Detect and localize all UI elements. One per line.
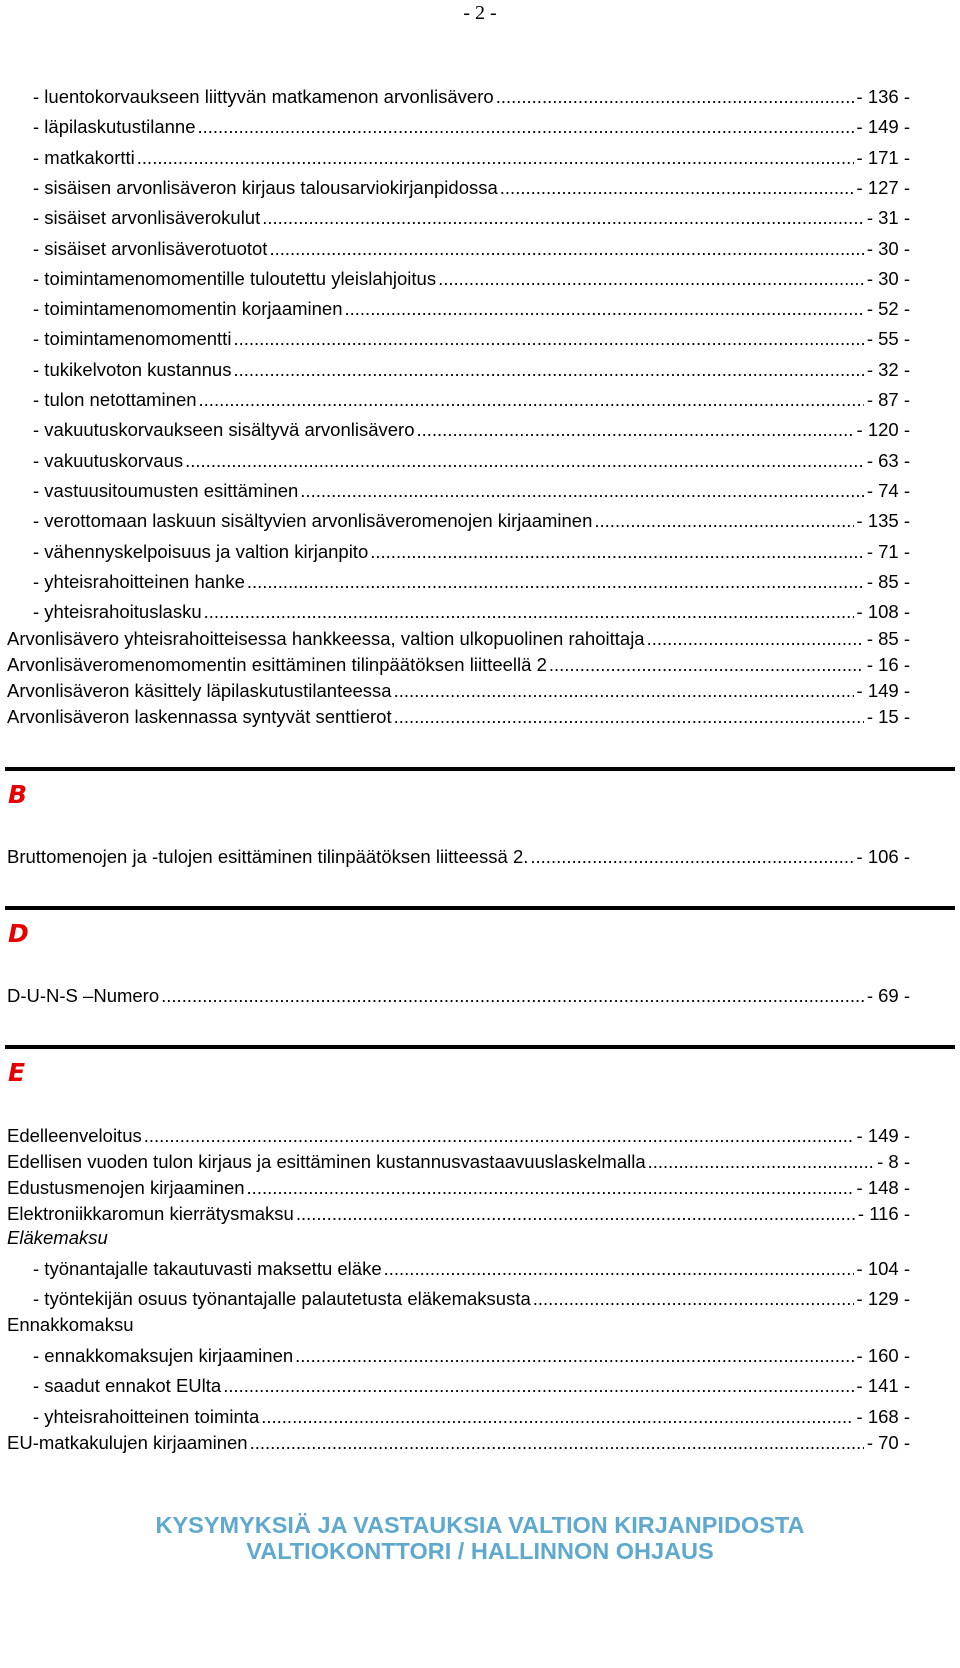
index-entry-text: - tulon netottaminen	[33, 389, 197, 410]
dot-leader	[370, 540, 864, 564]
index-entry-page: - 135 -	[856, 510, 910, 532]
index-entry-page: - 30 -	[866, 237, 910, 259]
index-entry	[33, 237, 910, 261]
index-entry-text: - sisäiset arvonlisäverotuotot	[33, 237, 268, 259]
index-entry-page: - 106 -	[856, 846, 910, 867]
dot-leader	[261, 1405, 853, 1429]
index-entry	[33, 1287, 910, 1311]
index-entry-text: Edustusmenojen kirjaaminen	[7, 1177, 245, 1198]
index-entry	[7, 1202, 910, 1226]
index-heading	[7, 1313, 917, 1337]
dot-leader	[185, 449, 864, 473]
index-entry-page: - 69 -	[866, 985, 910, 1006]
index-entry	[33, 388, 910, 412]
index-entry-page: - 71 -	[866, 540, 910, 562]
index-entry-text: - vakuutuskorvaukseen sisältyvä arvonlisävero	[33, 419, 415, 441]
dot-leader	[647, 627, 864, 651]
index-entry	[33, 115, 910, 139]
index-entry-text: - luentokorvaukseen liittyvän matkamenon arvonlisävero	[33, 86, 494, 107]
index-entry	[33, 297, 910, 321]
index-entry-text: Arvonlisävero yhteisrahoitteisessa hankkeessa, valtion ulkopuolinen rahoittaja	[7, 628, 645, 649]
index-entry-text: - ennakkomaksujen kirjaaminen	[33, 1345, 294, 1366]
dot-leader	[394, 679, 854, 703]
index-heading	[7, 1226, 917, 1250]
index-entry-text: Arvonlisäveromenomomentin esittäminen tilinpäätöksen liitteellä 2	[7, 654, 547, 675]
dot-leader	[161, 984, 864, 1008]
index-entry-text: - työnantajalle takautuvasti maksettu eläke	[33, 1258, 382, 1279]
index-entry	[7, 679, 910, 703]
index-entry-page: - 149 -	[856, 116, 910, 138]
index-entry	[7, 1431, 910, 1455]
index-entry	[7, 1150, 910, 1174]
index-entry-page: - 149 -	[856, 680, 910, 701]
index-entry-page: - 30 -	[866, 267, 910, 289]
section-divider-e	[5, 1045, 955, 1049]
index-heading-text: Ennakkomaksu	[7, 1314, 134, 1335]
dot-leader	[247, 1176, 854, 1200]
dot-leader	[269, 237, 863, 261]
index-entry	[33, 85, 910, 109]
dot-leader	[199, 388, 864, 412]
index-entry-page: - 108 -	[856, 601, 910, 623]
index-entry-page: - 63 -	[866, 449, 910, 471]
index-entry-text: Bruttomenojen ja -tulojen esittäminen tilinpäätöksen liitteessä 2.	[7, 846, 529, 867]
index-entry	[33, 449, 910, 473]
dot-leader	[197, 115, 853, 139]
index-entry-text: - yhteisrahoitteinen toiminta	[33, 1405, 260, 1427]
index-entry-page: - 15 -	[866, 706, 910, 727]
index-entry	[33, 1374, 910, 1398]
index-entry-text: Edellisen vuoden tulon kirjaus ja esittäminen kustannusvastaavuuslaskelmalla	[7, 1151, 646, 1172]
index-entry	[33, 1257, 910, 1281]
index-entry-text: - sisäisen arvonlisäveron kirjaus talousarviokirjanpidossa	[33, 176, 498, 198]
index-entry-text: Elektroniikkaromun kierrätysmaksu	[7, 1203, 294, 1224]
index-entry-page: - 52 -	[866, 298, 910, 320]
index-entry-text: - tukikelvoton kustannus	[33, 358, 232, 380]
dot-leader	[438, 267, 864, 291]
index-entry	[7, 984, 910, 1008]
index-entry	[33, 479, 910, 503]
index-entry-page: - 85 -	[866, 570, 910, 592]
index-entry	[33, 540, 910, 564]
index-entry	[33, 267, 910, 291]
index-entry-page: - 74 -	[866, 479, 910, 501]
index-entry-page: - 149 -	[856, 1125, 910, 1146]
index-entry	[7, 705, 910, 729]
dot-leader	[223, 1374, 853, 1398]
footer-title: KYSYMYKSIÄ JA VASTAUKSIA VALTION KIRJANPIDOSTA	[155, 1512, 805, 1538]
section-letter-d: D	[8, 919, 29, 948]
dot-leader	[416, 418, 853, 442]
dot-leader	[500, 176, 854, 200]
dot-leader	[250, 1431, 864, 1455]
dot-leader	[530, 845, 853, 869]
dot-leader	[345, 297, 864, 321]
dot-leader	[648, 1150, 874, 1174]
index-entry-text: - vähennyskelpoisuus ja valtion kirjanpito	[33, 540, 369, 562]
index-entry-text: - saadut ennakot EUlta	[33, 1375, 222, 1397]
index-entry-page: - 55 -	[866, 328, 910, 350]
dot-leader	[204, 600, 854, 624]
index-entry-page: - 129 -	[856, 1288, 910, 1310]
dot-leader	[594, 509, 853, 533]
index-entry-page: - 87 -	[866, 389, 910, 410]
dot-leader	[549, 653, 864, 677]
index-entry-page: - 168 -	[856, 1405, 910, 1427]
dot-leader	[533, 1287, 854, 1311]
dot-leader	[233, 327, 863, 351]
dot-leader	[144, 1124, 854, 1148]
section-letter-b: B	[8, 780, 28, 809]
index-entry-page: - 16 -	[866, 654, 910, 675]
index-entry	[33, 509, 910, 533]
index-entry-text: - verottomaan laskuun sisältyvien arvonlisäveromenojen kirjaaminen	[33, 510, 593, 532]
index-entry-text: - yhteisrahoitteinen hanke	[33, 570, 245, 592]
section-divider-d	[5, 906, 955, 910]
index-entry-page: - 8 -	[877, 1151, 910, 1172]
index-entry	[7, 653, 910, 677]
index-entry-text: - toimintamenomomentti	[33, 328, 232, 350]
index-entry	[7, 1124, 910, 1148]
dot-leader	[300, 479, 864, 503]
index-entry-page: - 141 -	[856, 1375, 910, 1397]
index-entry	[7, 1176, 910, 1200]
index-entry-text: - toimintamenomomentin korjaaminen	[33, 298, 343, 320]
dot-leader	[262, 206, 864, 230]
index-entry-text: - työntekijän osuus työnantajalle palautetusta eläkemaksusta	[33, 1288, 531, 1310]
index-entry	[7, 845, 910, 869]
index-entry-page: - 31 -	[866, 207, 910, 229]
index-entry-text: EU-matkakulujen kirjaaminen	[7, 1432, 248, 1453]
dot-leader	[247, 570, 864, 594]
index-entry	[33, 176, 910, 200]
dot-leader	[296, 1202, 855, 1226]
index-entry-page: - 32 -	[866, 358, 910, 380]
index-entry-page: - 85 -	[866, 628, 910, 649]
index-entry	[33, 327, 910, 351]
index-entry	[33, 1344, 910, 1368]
index-entry-page: - 160 -	[856, 1345, 910, 1366]
index-entry-text: - vakuutuskorvaus	[33, 449, 184, 471]
index-entry-page: - 104 -	[856, 1258, 910, 1279]
index-entry	[33, 570, 910, 594]
index-entry-text: - toimintamenomomentille tuloutettu yleislahjoitus	[33, 267, 437, 289]
index-entry-text: - matkakortti	[33, 146, 135, 168]
index-entry-text: Edelleenveloitus	[7, 1125, 142, 1146]
index-entry-page: - 136 -	[856, 86, 910, 107]
index-entry-text: Arvonlisäveron käsittely läpilaskutustilanteessa	[7, 680, 392, 701]
index-entry-page: - 116 -	[857, 1203, 910, 1224]
index-entry	[7, 627, 910, 651]
index-entry	[33, 206, 910, 230]
index-entry-text: Arvonlisäveron laskennassa syntyvät senttierot	[7, 706, 392, 727]
section-divider-b	[5, 767, 955, 771]
index-entry-text: - yhteisrahoituslasku	[33, 601, 202, 623]
dot-leader	[394, 705, 864, 729]
index-entry-page: - 148 -	[856, 1177, 910, 1198]
index-entry-text: D-U-N-S –Numero	[7, 985, 160, 1006]
index-entry-page: - 70 -	[866, 1432, 910, 1453]
section-letter-e: E	[8, 1058, 26, 1087]
footer-subtitle: VALTIOKONTTORI / HALLINNON OHJAUS	[246, 1538, 714, 1564]
index-entry	[33, 1405, 910, 1429]
index-entry	[33, 358, 910, 382]
dot-leader	[384, 1257, 854, 1281]
index-entry-page: - 120 -	[856, 419, 910, 441]
index-entry	[33, 600, 910, 624]
index-entry-text: - sisäiset arvonlisäverokulut	[33, 207, 261, 229]
index-entry-page: - 127 -	[856, 176, 910, 198]
index-heading-text: Eläkemaksu	[7, 1227, 108, 1248]
page-number: - 2 -	[463, 2, 497, 24]
dot-leader	[233, 358, 863, 382]
index-entry	[33, 146, 910, 170]
dot-leader	[137, 146, 854, 170]
index-entry-page: - 171 -	[856, 146, 910, 168]
index-entry-text: - läpilaskutustilanne	[33, 116, 196, 138]
index-entry	[33, 418, 910, 442]
dot-leader	[295, 1344, 853, 1368]
dot-leader	[496, 85, 854, 109]
index-entry-text: - vastuusitoumusten esittäminen	[33, 479, 299, 501]
